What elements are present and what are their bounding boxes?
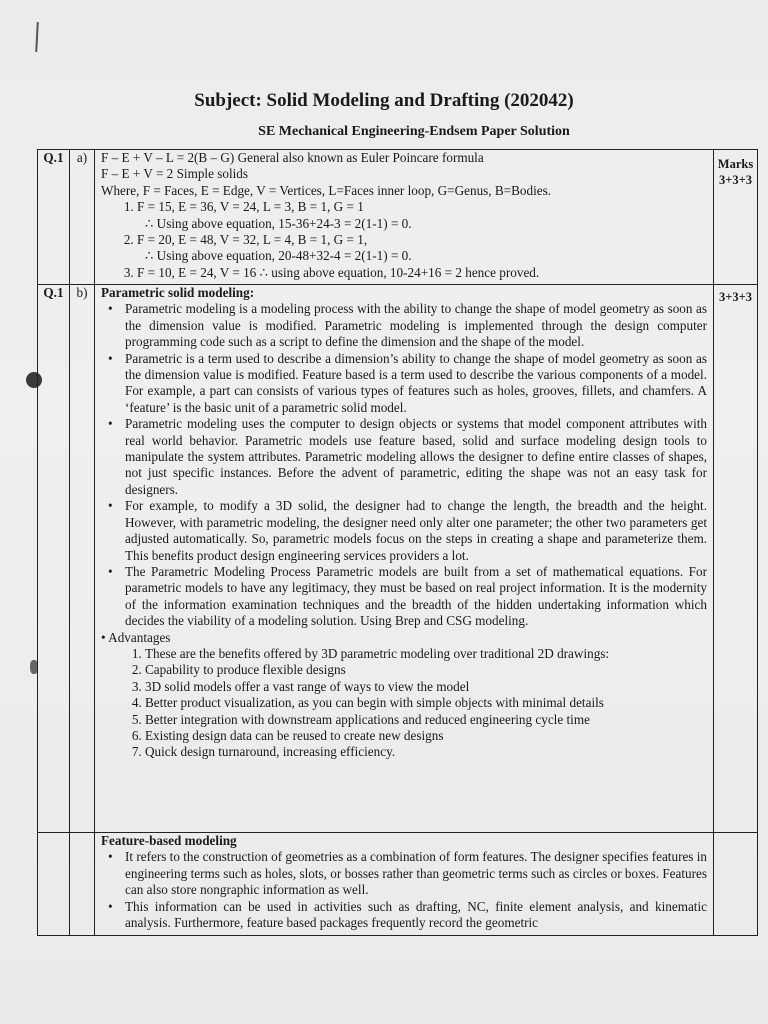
bullet-item: • It refers to the construction of geometries as a combination of form features. The designer specifies features in engineering terms such as holes, slots, or bosses rather than geometric terms such as circles or boxes. Features can also store nongraphic information as well.: [125, 849, 707, 898]
section-heading: Parametric solid modeling:: [101, 285, 255, 300]
advantage-item: 2. Capability to produce flexible designs: [145, 662, 707, 678]
bullet-item: • Parametric is a term used to describe a dimension’s ability to change the shape of model geometry as soon as the dimension value is modified. Feature based is a term used to describe the various components of a model. For example, a part can consists of various types of features such as holes, grooves, fillets, and chamfers. A ‘feature’ is the basic unit of a parametric solid model.: [125, 351, 707, 417]
answer-content: [95, 833, 714, 936]
binder-mark: [35, 22, 39, 52]
advantage-item: 5. Better integration with downstream applications and reduced engineering cycle time: [145, 712, 707, 728]
marks-label: Marks: [717, 157, 754, 171]
question-part-empty: [70, 833, 95, 936]
question-number-empty: [38, 833, 70, 936]
question-part: a): [70, 150, 95, 285]
example-values: F = 15, E = 36, V = 24, L = 3, B = 1, G = 1: [137, 199, 364, 215]
document-title: Subject: Solid Modeling and Drafting (202042): [194, 90, 574, 111]
question-row-feature: [38, 833, 758, 936]
question-part: b): [70, 285, 95, 833]
definition-line: Where, F = Faces, E = Edge, V = Vertices, L=Faces inner loop, G=Genus, B=Bodies.: [101, 182, 552, 198]
example-list: [101, 199, 707, 215]
answer-content: [95, 285, 714, 833]
bullet-item: • Parametric modeling uses the computer to design objects or systems that model component attributes with real world behavior. Parametric models use feature based, solid and surface modeling design tools to manipulate the system attributes. Parametric modeling allows the designer to define entire classes of shapes, not just specific instances. Before the advent of parametric, editing the shape was not an easy task for designers.: [125, 416, 707, 498]
marks-cell: [714, 150, 758, 285]
bullet-list: [101, 301, 707, 629]
marks-value: 3+3+3: [719, 173, 752, 188]
question-number: Q.1: [38, 285, 70, 833]
example-item: [137, 232, 707, 248]
bullet-list: [101, 849, 707, 931]
formula-line: F – E + V – L = 2(B – G) General also known as Euler Poincare formula: [101, 150, 484, 165]
advantage-item: 3. 3D solid models offer a vast range of ways to view the model: [145, 679, 707, 695]
advantage-item: 6. Existing design data can be reused to create new designs: [145, 728, 707, 744]
answer-table: [37, 149, 758, 936]
question-row-q1a: [38, 150, 758, 285]
section-heading: Feature-based modeling: [101, 833, 237, 848]
bullet-item: • Parametric modeling is a modeling process with the ability to change the shape of model geometry as soon as the dimension value is modified. Parametric modeling is implemented through the design computer programming code such as a script to define the dimension and the shape of the model.: [125, 301, 707, 350]
example-values: F = 20, E = 48, V = 32, L = 4, B = 1, G = 1,: [137, 232, 368, 248]
example-item: [137, 199, 707, 215]
advantages-label: • Advantages: [101, 629, 171, 645]
marks-cell: [714, 285, 758, 833]
advantages-list: [101, 646, 707, 761]
document-subtitle: SE Mechanical Engineering-Endsem Paper Solution: [258, 124, 570, 139]
advantage-item: 4. Better product visualization, as you can begin with simple objects with minimal details: [145, 695, 707, 711]
marks-cell-empty: [714, 833, 758, 936]
answer-content: [95, 150, 714, 285]
formula-line: F – E + V = 2 Simple solids: [101, 166, 249, 182]
question-row-q1b: [38, 285, 758, 833]
advantage-item: 1. These are the benefits offered by 3D parametric modeling over traditional 2D drawings:: [145, 646, 707, 662]
example-result: ∴ Using above equation, 15-36+24-3 = 2(1-1) = 0.: [145, 215, 412, 231]
marks-value: 3+3+3: [719, 290, 752, 304]
question-number: Q.1: [38, 150, 70, 285]
bullet-item: • This information can be used in activities such as drafting, NC, finite element analysis, and kinematic analysis. Furthermore, feature based packages frequently record the geometric: [125, 899, 707, 932]
example-item: [137, 265, 707, 281]
example-list: [101, 265, 707, 281]
bullet-item: • For example, to modify a 3D solid, the designer had to change the length, the breadth and the height. However, with parametric modeling, the designer need only alter one parameter; the other two parameters get adjusted automatically. So, parametric models focus on the steps in creating a shape and parameterize them. This benefits product design engineering services providers a lot.: [125, 498, 707, 564]
example-list: [101, 232, 707, 248]
example-values: F = 10, E = 24, V = 16 ∴ using above equation, 10-24+16 = 2 hence proved.: [137, 264, 540, 280]
bullet-item: • The Parametric Modeling Process Parametric models are built from a set of mathematical equations. For parametric models to have any legitimacy, they must be based on real project information. It is the modernity of the information examination techniques and the breadth of the hidden undertaking information which decides the viability of a modeling solution. Using Brep and CSG modeling.: [125, 564, 707, 630]
example-result: ∴ Using above equation, 20-48+32-4 = 2(1-1) = 0.: [145, 248, 412, 264]
advantage-item: 7. Quick design turnaround, increasing efficiency.: [145, 744, 707, 760]
